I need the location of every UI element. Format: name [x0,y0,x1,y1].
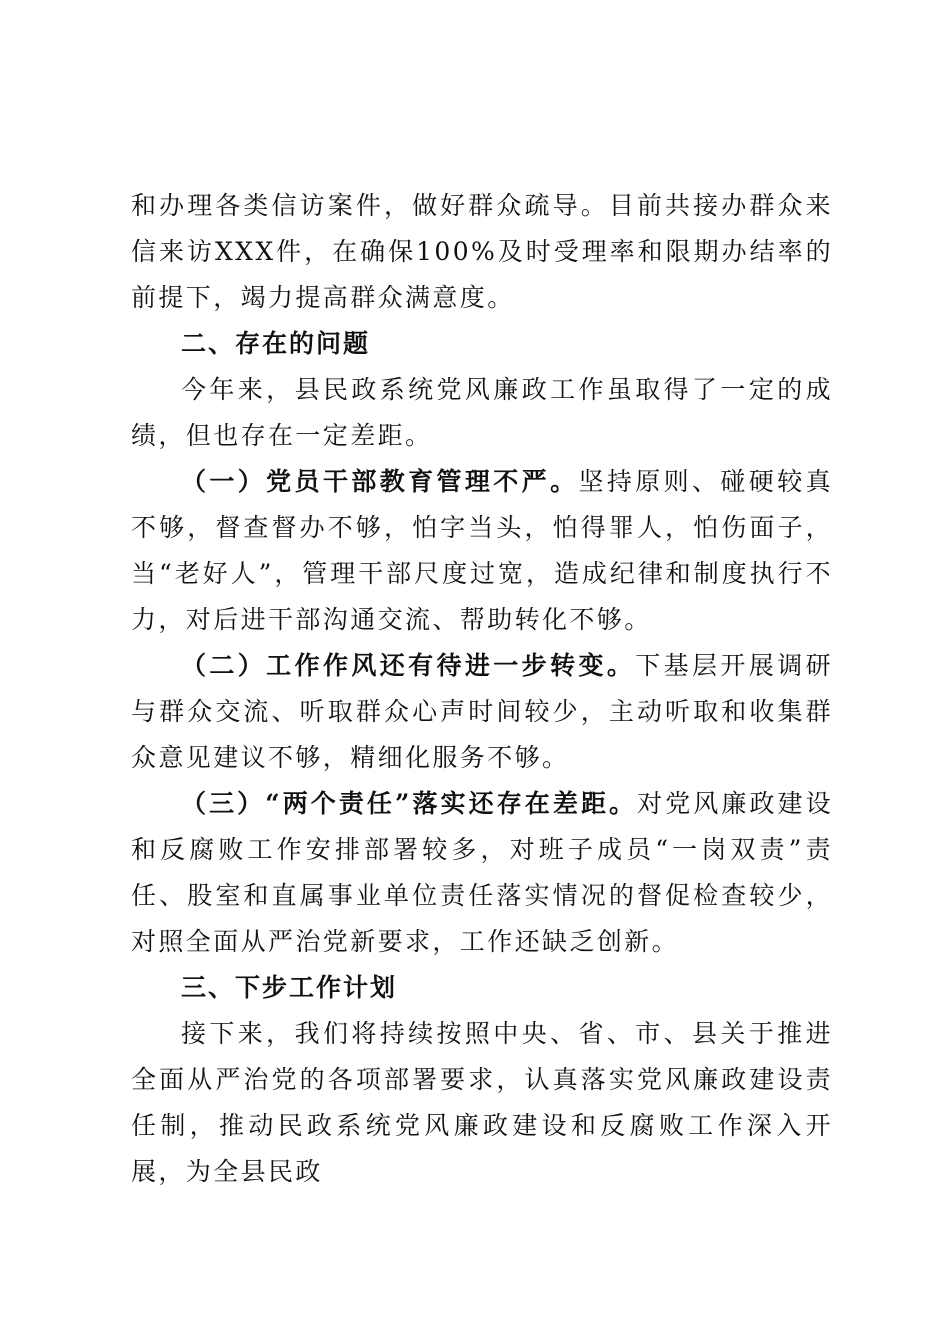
problem-1-body: 坚持原则、碰硬较真不够，督查督办不够，怕字当头，怕得罪人，怕伤面子，当“老好人”，管理干部尺度过宽，造成纪律和制度执行不力，对后进干部沟通交流、帮助转化不够。 [131,467,833,634]
section-heading-plan: 三、下步工作计划 [181,973,398,1002]
document-body [131,183,833,1195]
problem-1-title: （一）党员干部教育管理不严。 [181,467,579,496]
problem-2-title: （二）工作作风还有待进一步转变。 [181,651,636,680]
paragraph-continuation: 和办理各类信访案件，做好群众疏导。目前共接办群众来信来访XXX件，在确保100%及时受理率和限期办结率的前提下，竭力提高群众满意度。 [131,191,833,312]
problem-3-body: 对党风廉政建设和反腐败工作安排部署较多，对班子成员“一岗双责”责任、股室和直属事业单位责任落实情况的督促检查较少，对照全面从严治党新要求，工作还缺乏创新。 [131,789,834,956]
paragraph-problems-intro: 今年来，县民政系统党风廉政工作虽取得了一定的成绩，但也存在一定差距。 [131,375,833,450]
paragraph-plan: 接下来，我们将持续按照中央、省、市、县关于推进全面从严治党的各项部署要求，认真落实党风廉政建设责任制，推动民政系统党风廉政建设和反腐败工作深入开展，为全县民政 [131,1019,833,1186]
paragraph-problem-2 [131,643,833,781]
paragraph-problem-3 [131,781,833,965]
problem-2-body: 下基层开展调研与群众交流、听取群众心声时间较少，主动听取和收集群众意见建议不够，精细化服务不够。 [131,651,833,772]
section-heading-problems: 二、存在的问题 [181,329,371,358]
problem-3-title: （三）“两个责任”落实还存在差距。 [181,789,638,818]
paragraph-problem-1 [131,459,833,643]
